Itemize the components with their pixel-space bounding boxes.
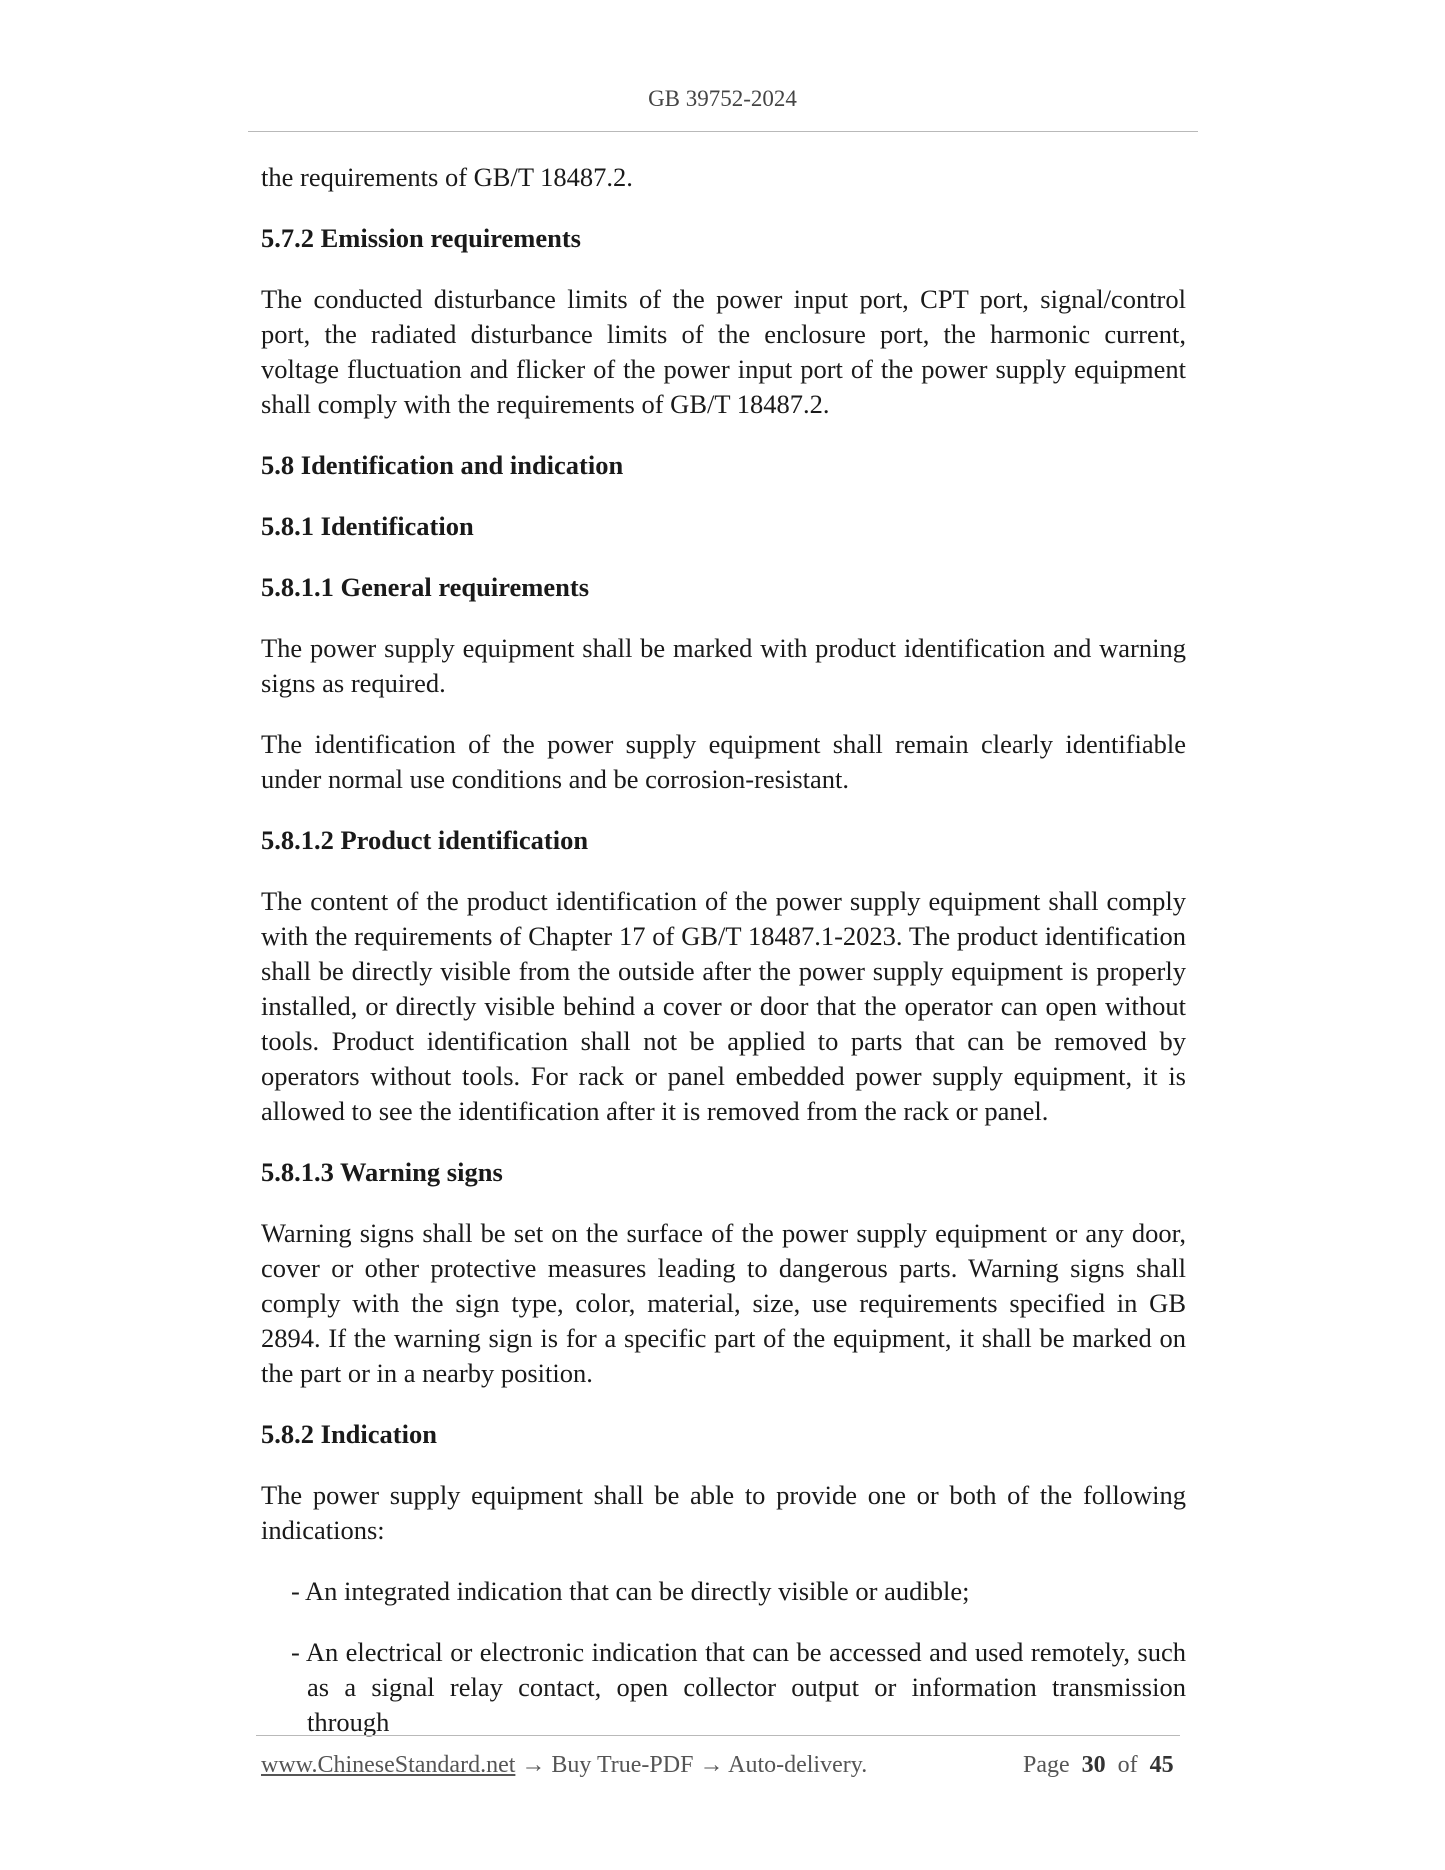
- page-number: 30: [1081, 1752, 1106, 1778]
- page-label: Page: [1023, 1752, 1070, 1778]
- page-total: 45: [1149, 1752, 1174, 1778]
- promo-text: → Buy True-PDF → Auto-delivery.: [515, 1752, 868, 1778]
- emission-paragraph: The conducted disturbance limits of the power input port, CPT port, signal/control port, the radiated disturbance limits of the enclosure port, the harmonic current, voltage fluctuation and flicker of the power input port of the power supply equipment shall comply with the requirements of GB/T 18487.2.: [261, 284, 1186, 419]
- footer-promo: [261, 1752, 867, 1779]
- continued-paragraph: the requirements of GB/T 18487.2.: [261, 162, 633, 192]
- site-link[interactable]: www.ChineseStandard.net: [261, 1752, 516, 1778]
- page-content: [261, 160, 1186, 1740]
- bullet-item: - An integrated indication that can be directly visible or audible;: [291, 1576, 970, 1606]
- page-indicator: [1023, 1752, 1174, 1779]
- header-divider: [248, 131, 1198, 132]
- general-paragraph-1: The power supply equipment shall be marked with product identification and warning signs as required.: [261, 633, 1186, 698]
- document-code-header: GB 39752-2024: [648, 86, 797, 111]
- heading-5-8-1-2: 5.8.1.2 Product identification: [261, 825, 589, 855]
- heading-5-8-1-3: 5.8.1.3 Warning signs: [261, 1157, 503, 1187]
- product-identification-paragraph: The content of the product identification of the power supply equipment shall comply with the requirements of Chapter 17 of GB/T 18487.1-2023. The product identification shall be directly visible from the outside after the power supply equipment is properly installed, or directly visible behind a cover or door that the operator can open without tools. Product identification shall not be applied to parts that can be removed by operators without tools. For rack or panel embedded power supply equipment, it is allowed to see the identification after it is removed from the rack or panel.: [261, 886, 1186, 1126]
- heading-5-8-1: 5.8.1 Identification: [261, 511, 474, 541]
- heading-5-8-2: 5.8.2 Indication: [261, 1419, 437, 1449]
- heading-5-8-1-1: 5.8.1.1 General requirements: [261, 572, 590, 602]
- bullet-item: - An electrical or electronic indication that can be accessed and used remotely, such as a signal relay contact, open collector output or information transmission through: [291, 1637, 1186, 1737]
- heading-5-8: 5.8 Identification and indication: [261, 450, 624, 480]
- general-paragraph-2: The identification of the power supply equipment shall remain clearly identifiable under normal use conditions and be corrosion-resistant.: [261, 729, 1186, 794]
- of-label: of: [1117, 1752, 1138, 1778]
- footer-divider: [256, 1735, 1180, 1736]
- indication-paragraph: The power supply equipment shall be able to provide one or both of the following indications:: [261, 1480, 1186, 1545]
- heading-5-7-2: 5.7.2 Emission requirements: [261, 223, 581, 253]
- warning-signs-paragraph: Warning signs shall be set on the surface of the power supply equipment or any door, cover or other protective measures leading to dangerous parts. Warning signs shall comply with the sign type, color, material, size, use requirements specified in GB 2894. If the warning sign is for a specific part of the equipment, it shall be marked on the part or in a nearby position.: [261, 1218, 1186, 1388]
